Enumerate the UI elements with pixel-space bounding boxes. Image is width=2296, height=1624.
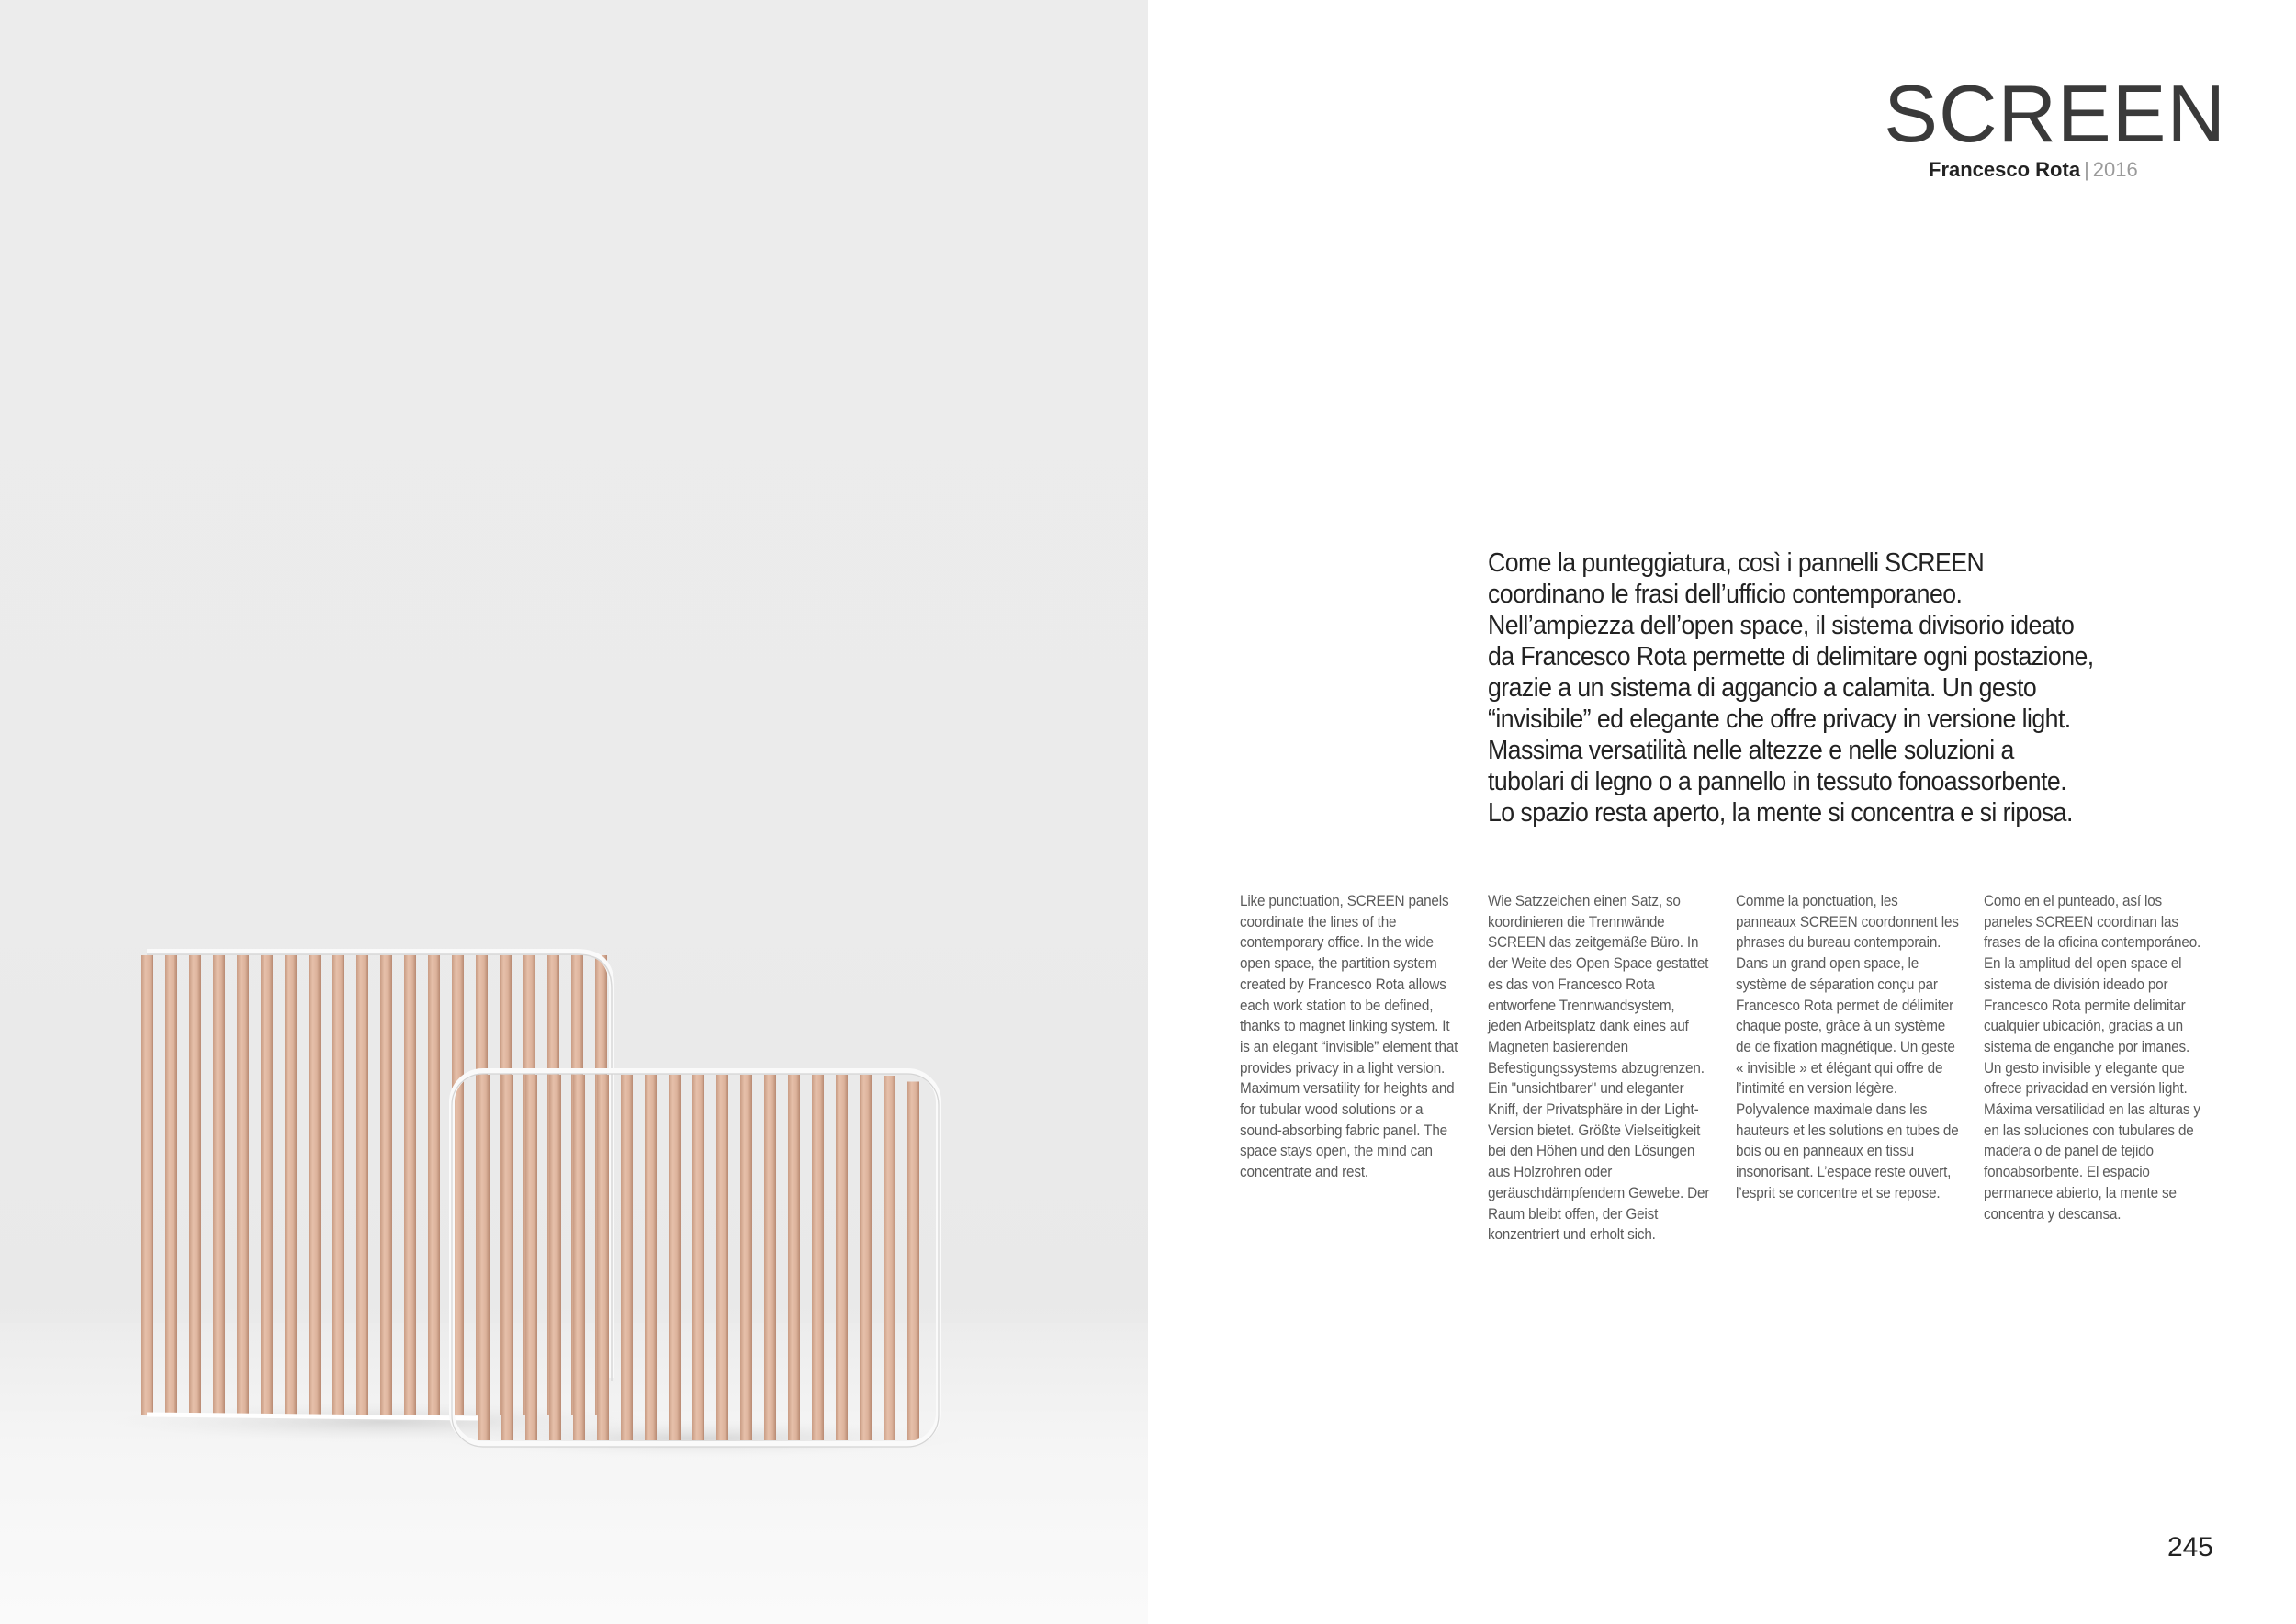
designer-name: Francesco Rota [1929,158,2081,181]
column-spanish: Como en el punteado, así los paneles SCREEN coordinan las frases de la oficina contemporáneo. En la amplitud del open space el sistema de división ideado por Francesco Rota permite delimitar cualquier ubicación, gracias a un sistema de enganche por imanes. Un gesto invisible y elegante que ofrece privacidad en versión light. Máxima versatilidad en las alturas y en las soluciones con tubulares de madera o de panel de tejido fonoabsorbente. El espacio permanece abierto, la mente se concentra y descansa. [1984,892,2201,1223]
front-panel-slats [478,1075,919,1440]
wood-slat [501,1075,513,1440]
wood-slat [237,955,249,1415]
wood-slat [261,955,273,1415]
wood-slat [740,1075,752,1440]
page-number: 245 [2167,1532,2213,1562]
wood-slat [356,955,368,1415]
wood-slat [764,1075,776,1440]
lead-text-italian: Come la punteggiatura, così i pannelli SCREEN coordinano le frasi dell’ufficio contemporaneo. Nell’ampiezza dell’open space, il sistema divisorio ideato da Francesco Rota permette di delimitare ogni postazione, grazie a un sistema di aggancio a calamita. Un gesto “invisibile” ed elegante che offre privacy in versione light. Massima versatilità nelle altezze e nelle soluzioni a tubolari di legno o a pannello in tessuto fonoassorbente. Lo spazio resta aperto, la mente si concentra e si riposa. [1488,548,2094,828]
byline-separator: | [2084,158,2089,181]
column-english: Like punctuation, SCREEN panels coordinate the lines of the contemporary office. In the wide open space, the partition system created by Francesco Rota allows each work station to be defined, thanks to magnet linking system. It is an elegant “invisible” element that provides privacy in a light version. Maximum versatility for heights and for tubular wood solutions or a sound-absorbing fabric panel. The space stays open, the mind can concentrate and rest. [1240,892,1458,1181]
wood-slat [380,955,392,1415]
wood-slat [478,1075,490,1440]
wood-slat [428,955,440,1415]
wood-slat [692,1075,704,1440]
wood-slat [884,1076,895,1440]
wood-slat [165,955,177,1415]
wood-slat [332,955,344,1415]
wood-slat [597,1075,609,1440]
column-french: Comme la ponctuation, les panneaux SCREEN coordonnent les phrases du bureau contemporain. Dans un grand open space, le système de séparation conçu par Francesco Rota permet de délimiter chaque poste, grâce à un système de de fixation magnétique. Un geste « invisible » et élégant qui offre de l’intimité en version légère. Polyvalence maximale dans les hauteurs et les solutions en tubes de bois ou en panneaux en tissu insonorisant. L’espace reste ouvert, l’esprit se concentre et se repose. [1736,892,1959,1201]
product-title: SCREEN [1884,68,2226,159]
wood-slat [189,955,201,1415]
wood-slat [716,1075,728,1440]
wood-slat [860,1075,872,1440]
wood-slat [141,955,153,1415]
wood-slat [285,955,297,1415]
wood-slat [404,955,416,1415]
design-year: 2016 [2092,158,2138,181]
wood-slat [669,1075,681,1440]
wood-slat [907,1082,919,1441]
wood-slat [549,1075,561,1440]
wood-slat [645,1075,657,1440]
wood-slat [309,955,321,1415]
wood-slat [525,1075,537,1440]
wood-slat [836,1075,848,1440]
designer-byline [1929,160,2138,180]
wood-slat [573,1075,585,1440]
wood-slat [621,1075,633,1440]
wood-slat [788,1075,800,1440]
column-german: Wie Satzzeichen einen Satz, so koordinieren die Trennwände SCREEN das zeitgemäße Büro. In der Weite des Open Space gestattet es das von Francesco Rota entworfene Trennwandsystem, jeden Arbeitsplatz dank eines auf Magneten basierenden Befestigungssystems abzugrenzen. Ein "unsichtbarer" und eleganter Kniff, der Privatsphäre in der Light-Version bietet. Größte Vielseitigkeit bei den Höhen und den Lösungen aus Holzrohren oder geräuschdämpfendem Gewebe. Der Raum bleibt offen, der Geist konzentriert und erholt sich. [1488,892,1710,1244]
wood-slat [213,955,225,1415]
wood-slat [812,1075,824,1440]
